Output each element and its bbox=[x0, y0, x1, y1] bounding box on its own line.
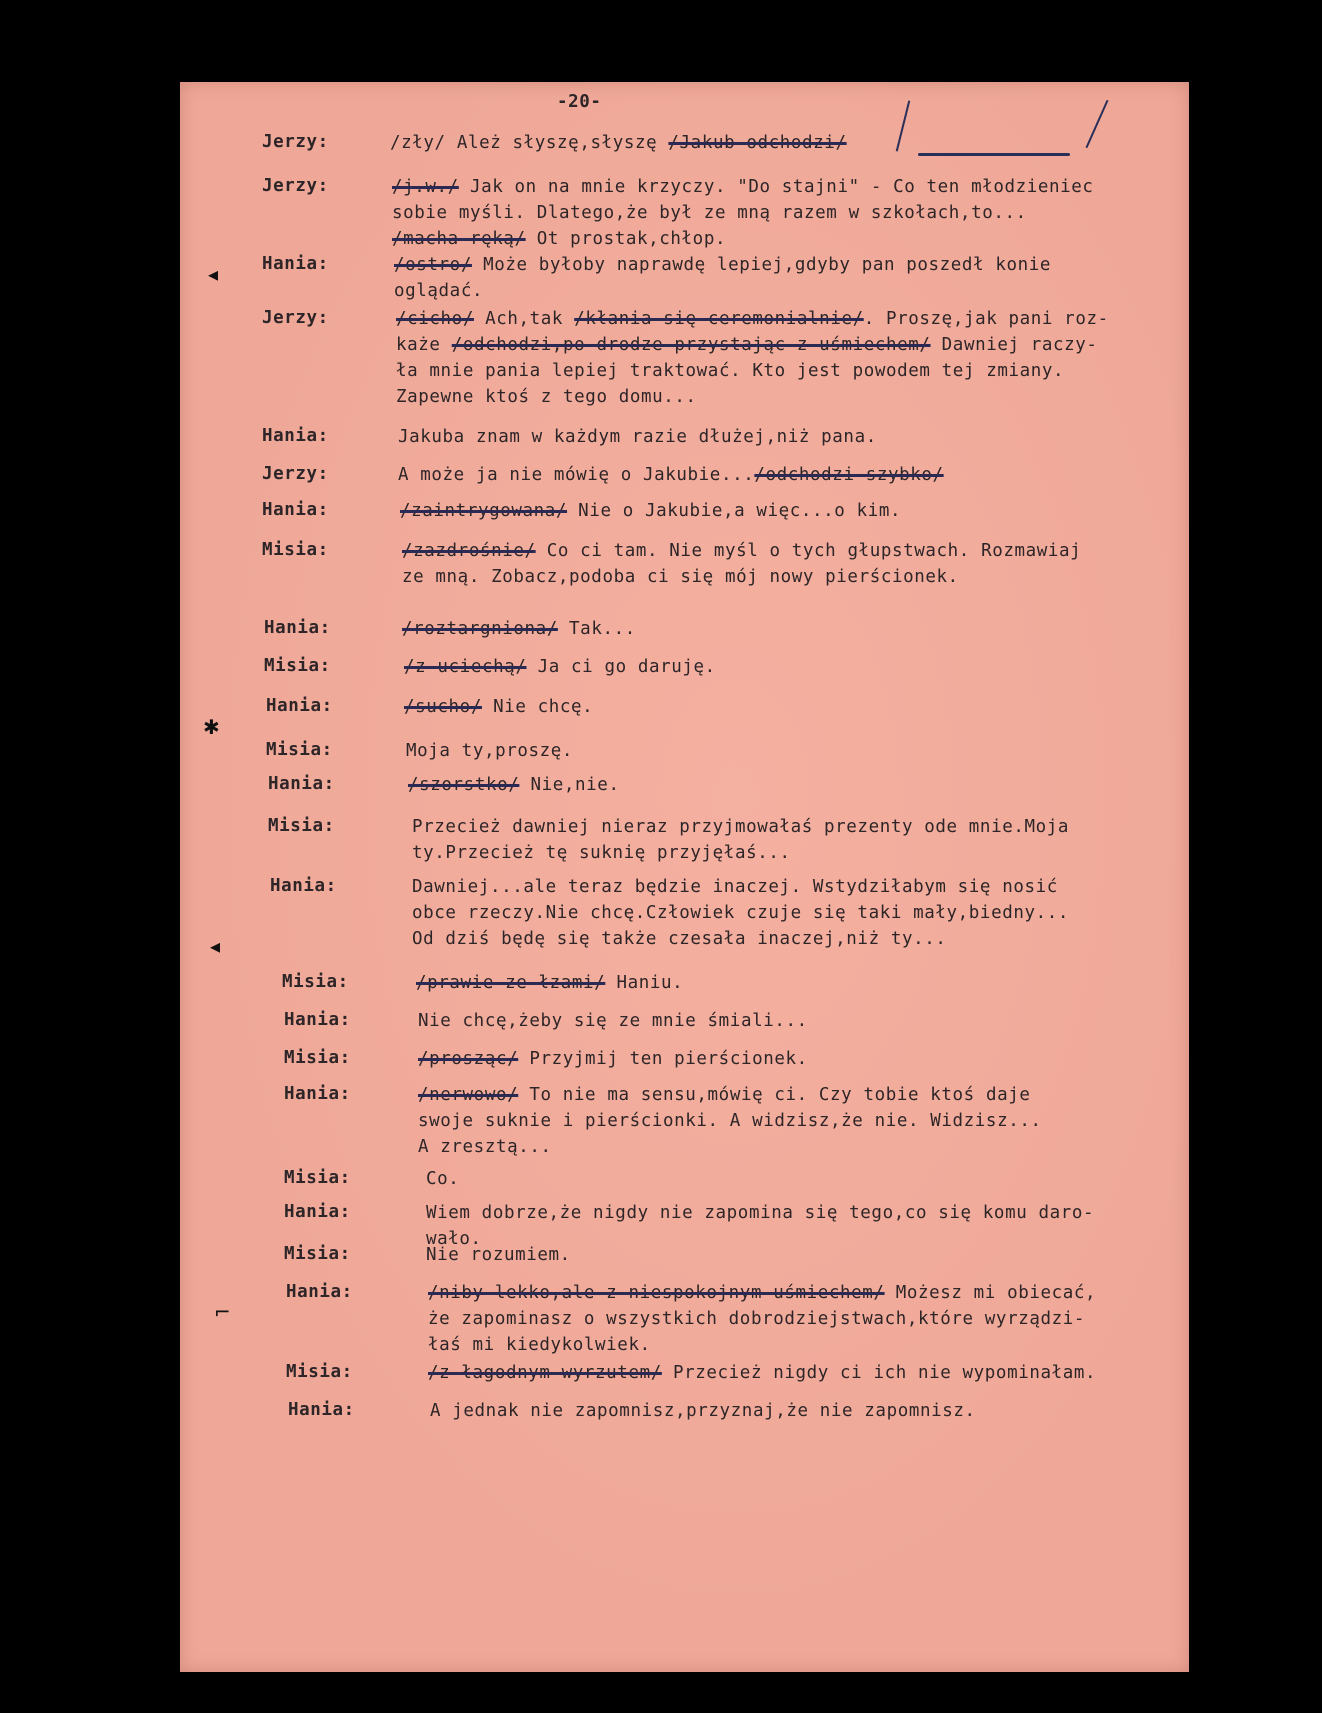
text-row bbox=[418, 1082, 1188, 1108]
line-text bbox=[392, 174, 1162, 252]
text-row bbox=[394, 278, 1164, 304]
speaker-name: Hania: bbox=[268, 774, 335, 794]
text-row bbox=[428, 1360, 1198, 1386]
line-text bbox=[398, 462, 1168, 488]
text-row bbox=[412, 814, 1182, 840]
struck-stage-direction: /ostro/ bbox=[394, 255, 472, 275]
speaker-name: Jerzy: bbox=[262, 132, 329, 152]
speaker-name: Misia: bbox=[284, 1168, 351, 1188]
struck-stage-direction: /Jakub odchodzi/ bbox=[668, 133, 847, 153]
text-row bbox=[412, 926, 1182, 952]
line-text bbox=[426, 1166, 1196, 1192]
struck-stage-direction: /zazdrośnie/ bbox=[402, 541, 536, 561]
text-row bbox=[426, 1200, 1196, 1226]
struck-stage-direction: /prosząc/ bbox=[418, 1049, 519, 1069]
speaker-name: Hania: bbox=[262, 426, 329, 446]
text-row bbox=[396, 306, 1166, 332]
text-row bbox=[412, 874, 1182, 900]
typed-text: Dawniej...ale teraz będzie inaczej. Wstydziłabym się nosić bbox=[412, 877, 1058, 897]
speaker-name: Misia: bbox=[268, 816, 335, 836]
typed-text: Przecież nigdy ci ich nie wypominałam. bbox=[661, 1363, 1097, 1383]
typed-text: swoje suknie i pierścionki. A widzisz,że nie. Widzisz... bbox=[418, 1111, 1042, 1131]
line-text bbox=[408, 772, 1178, 798]
text-row bbox=[404, 654, 1174, 680]
text-row bbox=[412, 840, 1182, 866]
text-row bbox=[396, 332, 1166, 358]
speaker-name: Jerzy: bbox=[262, 176, 329, 196]
typed-text: Ależ słyszę,słyszę bbox=[445, 133, 669, 153]
text-row bbox=[426, 1166, 1196, 1192]
speaker-name: Hania: bbox=[270, 876, 337, 896]
speaker-name: Hania: bbox=[284, 1084, 351, 1104]
typed-text: Może byłoby naprawdę lepiej,gdyby pan poszedł konie bbox=[471, 255, 1052, 275]
speaker-name: Jerzy: bbox=[262, 308, 329, 328]
line-text bbox=[426, 1242, 1196, 1268]
typed-text: ze mną. Zobacz,podoba ci się mój nowy pierścionek. bbox=[402, 567, 959, 587]
struck-stage-direction: /kłania się ceremonialnie/ bbox=[574, 309, 864, 329]
typed-text: że zapominasz o wszystkich dobrodziejstwach,które wyrządzi- bbox=[428, 1309, 1086, 1329]
text-row bbox=[398, 462, 1168, 488]
typed-text: A może ja nie mówię o Jakubie... bbox=[398, 465, 755, 485]
text-row bbox=[428, 1332, 1198, 1358]
speaker-name: Hania: bbox=[262, 500, 329, 520]
typed-text: . Proszę,jak pani roz- bbox=[863, 309, 1109, 329]
line-text bbox=[396, 306, 1166, 410]
speaker-name: Misia: bbox=[262, 540, 329, 560]
margin-mark-icon: ◂ bbox=[210, 934, 221, 958]
line-text bbox=[404, 694, 1174, 720]
text-row bbox=[418, 1008, 1188, 1034]
typed-text: Nie rozumiem. bbox=[426, 1245, 571, 1265]
typed-text: Od dziś będę się także czesała inaczej,niż ty... bbox=[412, 929, 947, 949]
typed-text: ła mnie pania lepiej traktować. Kto jest powodem tej zmiany. bbox=[396, 361, 1065, 381]
speaker-name: Hania: bbox=[262, 254, 329, 274]
struck-stage-direction: /odchodzi,po drodze przystając z uśmiechem/ bbox=[451, 335, 931, 355]
speaker-name: Hania: bbox=[264, 618, 331, 638]
typed-text: A zresztą... bbox=[418, 1137, 552, 1157]
line-text bbox=[404, 654, 1174, 680]
typed-text: Ot prostak,chłop. bbox=[525, 229, 727, 249]
text-row bbox=[396, 358, 1166, 384]
text-row bbox=[412, 900, 1182, 926]
speaker-name: Hania: bbox=[284, 1010, 351, 1030]
text-row bbox=[400, 498, 1170, 524]
typed-text: każe bbox=[396, 335, 452, 355]
typed-text: Nie o Jakubie,a więc...o kim. bbox=[567, 501, 902, 521]
line-text bbox=[402, 538, 1172, 590]
typed-text: Haniu. bbox=[605, 973, 684, 993]
speaker-name: Misia: bbox=[284, 1244, 351, 1264]
speaker-name: Misia: bbox=[286, 1362, 353, 1382]
text-row bbox=[406, 738, 1176, 764]
line-text bbox=[418, 1082, 1188, 1160]
line-text bbox=[402, 616, 1172, 642]
typed-text: Wiem dobrze,że nigdy nie zapomina się tego,co się komu daro- bbox=[426, 1203, 1095, 1223]
text-row bbox=[398, 424, 1168, 450]
struck-stage-direction: /macha ręką/ bbox=[392, 229, 526, 249]
typed-text: A jednak nie zapomnisz,przyznaj,że nie zapomnisz. bbox=[430, 1401, 976, 1421]
typed-text: obce rzeczy.Nie chcę.Człowiek czuje się taki mały,biedny... bbox=[412, 903, 1070, 923]
line-text bbox=[412, 874, 1182, 952]
line-text bbox=[428, 1280, 1198, 1358]
line-text bbox=[430, 1398, 1200, 1424]
struck-stage-direction: /odchodzi szybko/ bbox=[754, 465, 944, 485]
line-text bbox=[398, 424, 1168, 450]
text-row bbox=[402, 564, 1172, 590]
text-row bbox=[430, 1398, 1200, 1424]
text-row bbox=[402, 616, 1172, 642]
text-row bbox=[392, 200, 1162, 226]
text-row bbox=[396, 384, 1166, 410]
typed-text: Możesz mi obiecać, bbox=[884, 1283, 1097, 1303]
text-row bbox=[428, 1306, 1198, 1332]
text-row bbox=[392, 226, 1162, 252]
struck-stage-direction: /z łagodnym wyrzutem/ bbox=[428, 1363, 662, 1383]
line-text bbox=[416, 970, 1186, 996]
text-row bbox=[418, 1108, 1188, 1134]
typed-text: ty.Przecież tę suknię przyjęłaś... bbox=[412, 843, 791, 863]
text-row bbox=[428, 1280, 1198, 1306]
speaker-name: Misia: bbox=[282, 972, 349, 992]
ink-underline bbox=[918, 153, 1070, 156]
struck-stage-direction: /nerwowo/ bbox=[418, 1085, 519, 1105]
typed-text: Co ci tam. Nie myśl o tych głupstwach. Rozmawiaj bbox=[535, 541, 1082, 561]
speaker-name: Misia: bbox=[284, 1048, 351, 1068]
typed-text: Zapewne ktoś z tego domu... bbox=[396, 387, 697, 407]
margin-mark-icon: ✱ bbox=[203, 715, 220, 739]
typed-text: To nie ma sensu,mówię ci. Czy tobie ktoś daje bbox=[518, 1085, 1031, 1105]
struck-stage-direction: /prawie ze łzami/ bbox=[416, 973, 606, 993]
line-text bbox=[400, 498, 1170, 524]
typed-text: Ach,tak bbox=[473, 309, 575, 329]
line-text bbox=[406, 738, 1176, 764]
typed-text: Nie chcę,żeby się ze mnie śmiali... bbox=[418, 1011, 808, 1031]
typed-text: /zły/ bbox=[390, 133, 446, 153]
text-row bbox=[402, 538, 1172, 564]
text-row bbox=[408, 772, 1178, 798]
typed-text: Jak on na mnie krzyczy. "Do stajni" - Co ten młodzieniec bbox=[458, 177, 1094, 197]
text-row bbox=[394, 252, 1164, 278]
speaker-name: Jerzy: bbox=[262, 464, 329, 484]
struck-stage-direction: /szorstko/ bbox=[408, 775, 520, 795]
speaker-name: Hania: bbox=[266, 696, 333, 716]
line-text bbox=[418, 1046, 1188, 1072]
typed-text: Co. bbox=[426, 1169, 460, 1189]
line-text bbox=[412, 814, 1182, 866]
text-row bbox=[418, 1046, 1188, 1072]
speaker-name: Misia: bbox=[266, 740, 333, 760]
typed-text: Ja ci go daruję. bbox=[526, 657, 716, 677]
struck-stage-direction: /j.w./ bbox=[392, 177, 459, 197]
text-row bbox=[392, 174, 1162, 200]
line-text bbox=[428, 1360, 1198, 1386]
speaker-name: Hania: bbox=[288, 1400, 355, 1420]
line-text bbox=[418, 1008, 1188, 1034]
speaker-name: Misia: bbox=[264, 656, 331, 676]
typed-text: wało. bbox=[426, 1229, 482, 1249]
text-row bbox=[404, 694, 1174, 720]
text-row bbox=[426, 1242, 1196, 1268]
struck-stage-direction: /cicho/ bbox=[396, 309, 474, 329]
typed-text: Nie,nie. bbox=[519, 775, 620, 795]
typed-text: Jakuba znam w każdym razie dłużej,niż pana. bbox=[398, 427, 877, 447]
margin-arrow-icon: ◂ bbox=[208, 262, 219, 286]
text-row bbox=[416, 970, 1186, 996]
typed-text: Tak... bbox=[557, 619, 636, 639]
struck-stage-direction: /sucho/ bbox=[404, 697, 482, 717]
speaker-name: Hania: bbox=[286, 1282, 353, 1302]
typed-text: Moja ty,proszę. bbox=[406, 741, 574, 761]
speaker-name: Hania: bbox=[284, 1202, 351, 1222]
margin-mark-icon: ⌐ bbox=[214, 1300, 231, 1324]
typed-text: Dawniej raczy- bbox=[930, 335, 1098, 355]
typed-text: oglądać. bbox=[394, 281, 484, 301]
typed-text: Przecież dawniej nieraz przyjmowałaś prezenty ode mnie.Moja bbox=[412, 817, 1070, 837]
typed-text: Nie chcę. bbox=[481, 697, 594, 717]
struck-stage-direction: /z uciechą/ bbox=[404, 657, 527, 677]
typed-text: łaś mi kiedykolwiek. bbox=[428, 1335, 651, 1355]
struck-stage-direction: /roztargniona/ bbox=[402, 619, 558, 639]
text-row bbox=[418, 1134, 1188, 1160]
struck-stage-direction: /zaintrygowana/ bbox=[400, 501, 568, 521]
typed-text: sobie myśli. Dlatego,że był ze mną razem w szkołach,to... bbox=[392, 203, 1027, 223]
typed-text: Przyjmij ten pierścionek. bbox=[518, 1049, 808, 1069]
line-text bbox=[394, 252, 1164, 304]
page-number: -20- bbox=[557, 92, 602, 112]
typescript-page bbox=[180, 82, 1189, 1672]
struck-stage-direction: /niby lekko,ale z niespokojnym uśmiechem/ bbox=[428, 1283, 885, 1303]
